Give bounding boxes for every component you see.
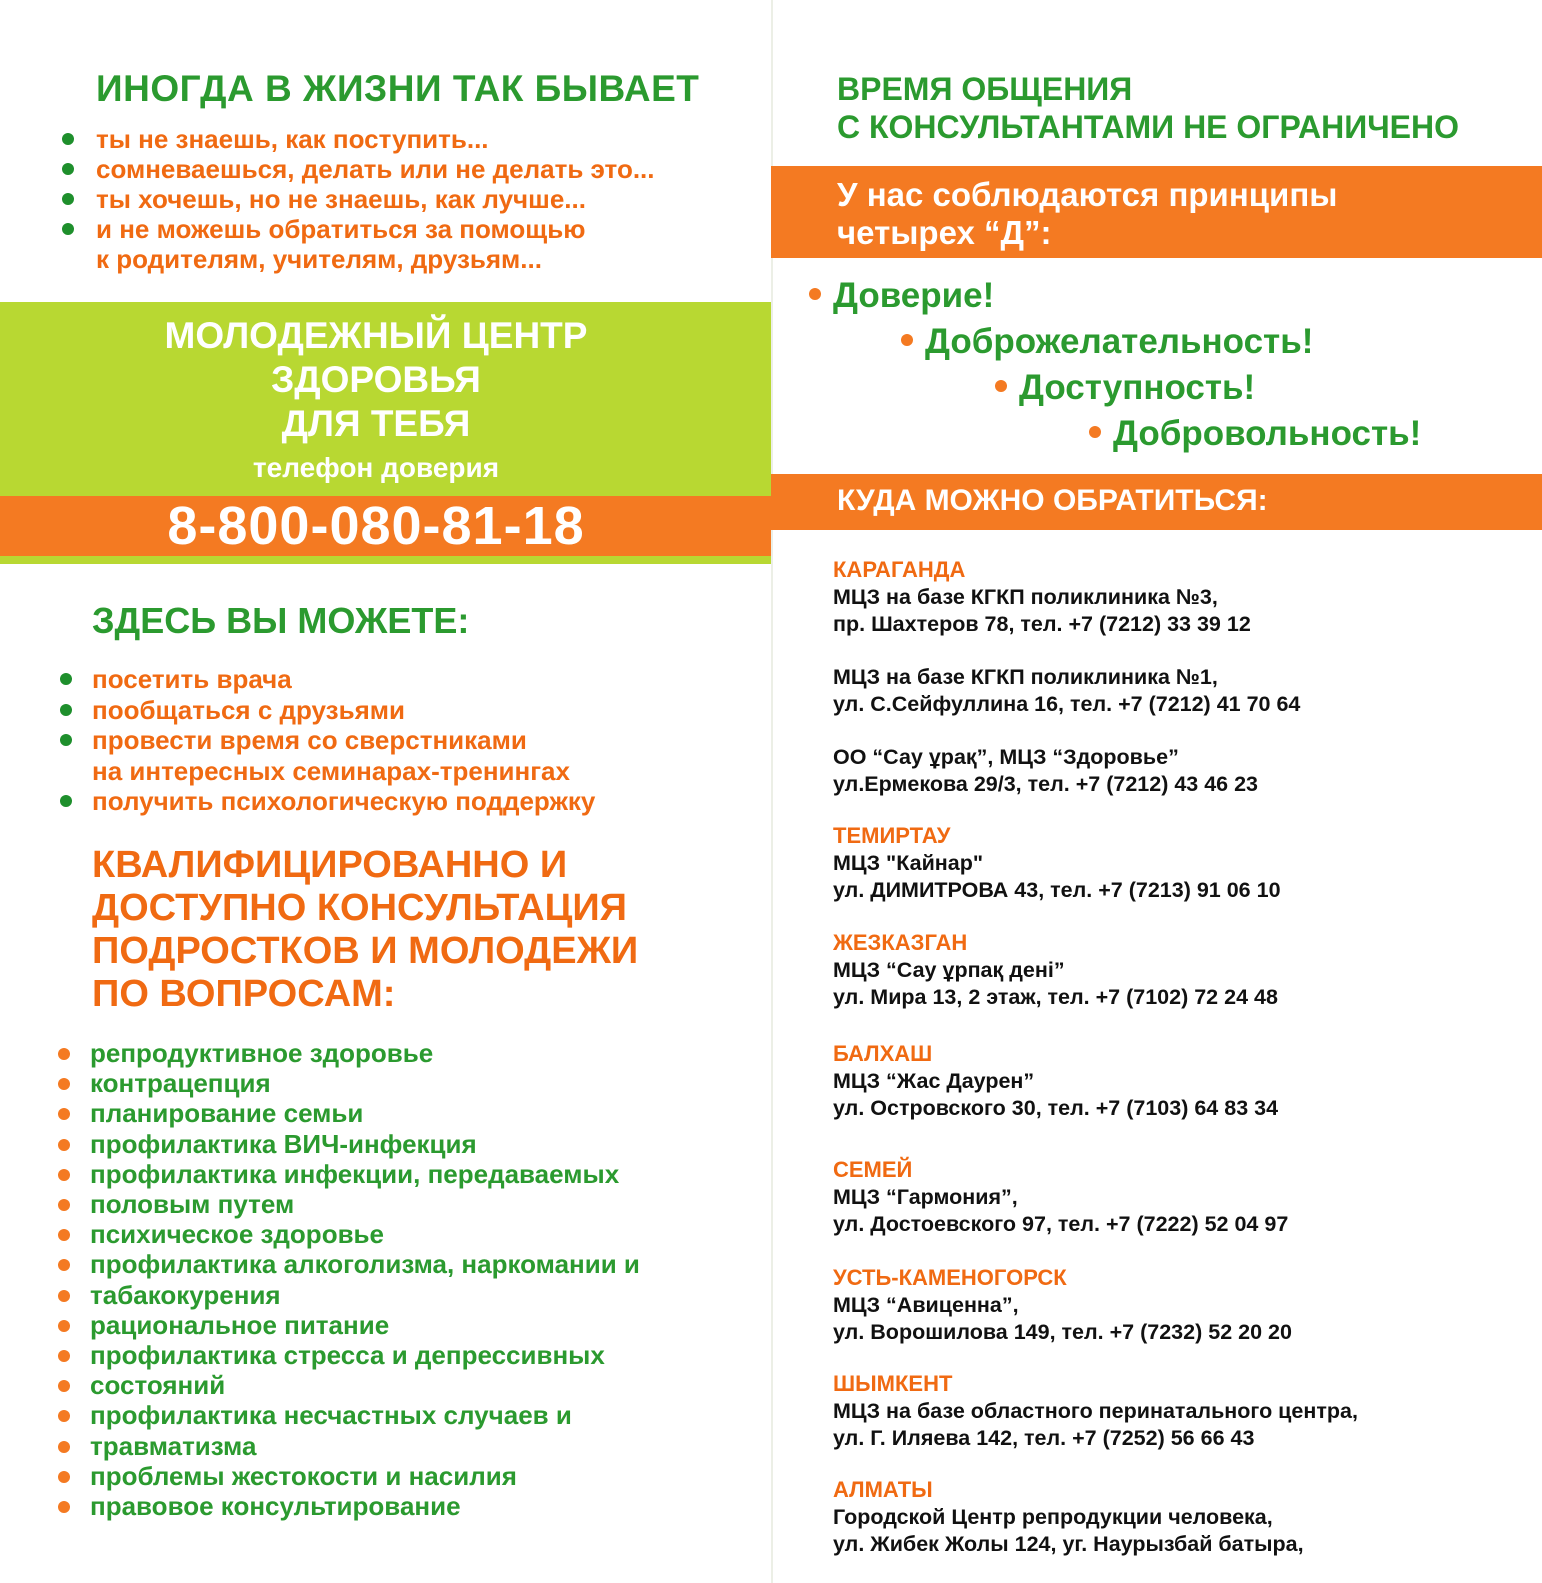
bullet-icon (58, 1320, 70, 1332)
bullet-icon (901, 334, 913, 346)
location-block (833, 929, 1533, 1011)
organization-name: МЦЗ “Авиценна”, (833, 1293, 1019, 1317)
topic-item: табакокурения (56, 1280, 766, 1310)
here-title: ЗДЕСЬ ВЫ МОЖЕТЕ: (92, 600, 470, 641)
topic-item: профилактика алкоголизма, наркомании и (56, 1249, 766, 1279)
location-block (833, 1476, 1533, 1558)
topic-item: психическое здоровье (56, 1219, 766, 1249)
topic-item: правовое консультирование (56, 1491, 766, 1521)
organization-name: МЦЗ на базе КГКП поликлиника №1, (833, 665, 1218, 689)
topics-list (56, 1038, 766, 1521)
address-line: пр. Шахтеров 78, тел. +7 (7212) 33 39 12 (833, 612, 1251, 636)
topic-item: профилактика несчастных случаев и (56, 1400, 766, 1430)
city-name: АЛМАТЫ (833, 1477, 933, 1502)
bullet-icon (60, 673, 72, 685)
bullet-icon (58, 1078, 70, 1090)
bullet-icon (58, 1441, 70, 1453)
list-item-continuation: к родителям, учителям, друзьям... (96, 244, 542, 274)
list-item: получить психологическую поддержку (58, 786, 758, 817)
list-item: ты хочешь, но не знаешь, как лучше... (60, 184, 760, 214)
address-line: ул. Г. Иляева 142, тел. +7 (7252) 56 66 43 (833, 1426, 1255, 1450)
location-block (833, 1040, 1533, 1122)
time-title: ВРЕМЯ ОБЩЕНИЯ С КОНСУЛЬТАНТАМИ НЕ ОГРАНИЧЕНО (837, 71, 1460, 145)
city-name: КАРАГАНДА (833, 557, 966, 582)
organization-name: МЦЗ “Сау ұрпақ дені” (833, 958, 1065, 982)
organization-name: Городской Центр репродукции человека, (833, 1505, 1273, 1529)
bullet-icon (58, 1139, 70, 1151)
organization-name: МЦЗ на базе КГКП поликлиника №3, (833, 585, 1218, 609)
principle-item: Доступность! (995, 368, 1255, 408)
address-entry (833, 957, 1533, 1011)
address-entry (833, 1504, 1533, 1558)
address-line: ул. Ворошилова 149, тел. +7 (7232) 52 20 20 (833, 1320, 1292, 1344)
right-panel (771, 0, 1542, 1583)
bullet-icon (60, 704, 72, 716)
hotline-label: телефон доверия (252, 452, 500, 483)
phone-bar (0, 496, 771, 556)
organization-name: МЦЗ “Гармония”, (833, 1185, 1018, 1209)
intro-title: ИНОГДА В ЖИЗНИ ТАК БЫВАЕТ (96, 68, 700, 109)
topic-item: репродуктивное здоровье (56, 1038, 766, 1068)
principle-item: Доверие! (809, 276, 994, 316)
center-banner (0, 302, 771, 564)
consult-title: КВАЛИФИЦИРОВАННО И ДОСТУПНО КОНСУЛЬТАЦИЯ ПОДРОСТКОВ И МОЛОДЕЖИ ПО ВОПРОСАМ: (92, 844, 639, 1015)
bullet-icon (62, 193, 74, 205)
city-name: ЖЕЗКАЗГАН (833, 930, 968, 955)
where-banner (771, 474, 1542, 530)
bullet-icon (809, 288, 821, 300)
topic-item: рациональное питание (56, 1310, 766, 1340)
bullet-icon (62, 133, 74, 145)
principle-item: Добровольность! (1089, 414, 1421, 454)
address-entry (833, 1398, 1533, 1452)
bullet-icon (58, 1259, 70, 1271)
city-name: ТЕМИРТАУ (833, 823, 951, 848)
topic-item: профилактика стресса и депрессивных (56, 1340, 766, 1370)
bullet-icon (62, 223, 74, 235)
bullet-icon (58, 1199, 70, 1211)
bullet-icon (58, 1048, 70, 1060)
address-entry (833, 1184, 1533, 1238)
location-block (833, 1156, 1533, 1238)
bullet-icon (58, 1501, 70, 1513)
city-name: БАЛХАШ (833, 1041, 933, 1066)
organization-name: МЦЗ “Жас Даурен” (833, 1069, 1035, 1093)
location-block (833, 1264, 1533, 1346)
topic-item: травматизма (56, 1431, 766, 1461)
bullet-icon (58, 1471, 70, 1483)
topic-item: контрацепция (56, 1068, 766, 1098)
address-entry (833, 664, 1533, 718)
city-name: СЕМЕЙ (833, 1157, 913, 1182)
here-list (58, 664, 758, 817)
address-line: ул. ДИМИТРОВА 43, тел. +7 (7213) 91 06 10 (833, 878, 1281, 902)
bullet-icon (58, 1169, 70, 1181)
bullet-icon (58, 1350, 70, 1362)
center-name: МОЛОДЕЖНЫЙ ЦЕНТР ЗДОРОВЬЯ ДЛЯ ТЕБЯ (164, 315, 588, 444)
address-line: ул. Достоевского 97, тел. +7 (7222) 52 04 97 (833, 1212, 1289, 1236)
topic-item: половым путем (56, 1189, 766, 1219)
intro-list (60, 124, 760, 274)
city-name: УСТЬ-КАМЕНОГОРСК (833, 1265, 1067, 1290)
location-block (833, 1370, 1533, 1452)
bullet-icon (58, 1229, 70, 1241)
bullet-icon (995, 380, 1007, 392)
bullet-icon (1089, 426, 1101, 438)
bullet-icon (62, 163, 74, 175)
principles-heading: У нас соблюдаются принципы четырех “Д”: (837, 176, 1338, 251)
organization-name: ОО “Сау ұрақ”, МЦЗ “Здоровье” (833, 745, 1179, 769)
list-item: пообщаться с друзьями (58, 695, 758, 726)
address-entry (833, 1068, 1533, 1122)
list-item: посетить врача (58, 664, 758, 695)
address-line: ул. Жибек Жолы 124, уг. Наурызбай батыра, (833, 1532, 1304, 1556)
topic-item: профилактика инфекции, передаваемых (56, 1159, 766, 1189)
address-entry (833, 584, 1533, 638)
topic-item: планирование семьи (56, 1098, 766, 1128)
principles-banner (771, 166, 1542, 258)
hotline-number: 8-800-080-81-18 (167, 496, 585, 556)
list-item: ты не знаешь, как поступить... (60, 124, 760, 154)
topic-item: состояний (56, 1370, 766, 1400)
address-entry (833, 850, 1533, 904)
topic-item: профилактика ВИЧ-инфекция (56, 1129, 766, 1159)
bullet-icon (58, 1108, 70, 1120)
address-entry (833, 744, 1533, 798)
bullet-icon (60, 734, 72, 746)
principle-item: Доброжелательность! (901, 322, 1313, 362)
bullet-icon (58, 1380, 70, 1392)
address-line: ул. Островского 30, тел. +7 (7103) 64 83 34 (833, 1096, 1279, 1120)
list-item: и не можешь обратиться за помощью (60, 214, 760, 244)
list-item-continuation: на интересных семинарах-тренингах (92, 755, 570, 786)
address-line: ул. С.Сейфуллина 16, тел. +7 (7212) 41 70 64 (833, 692, 1301, 716)
list-item: сомневаешься, делать или не делать это... (60, 154, 760, 184)
bullet-icon (58, 1290, 70, 1302)
bullet-icon (60, 795, 72, 807)
where-title: КУДА МОЖНО ОБРАТИТЬСЯ: (837, 484, 1268, 517)
location-block (833, 556, 1533, 798)
topic-item: проблемы жестокости и насилия (56, 1461, 766, 1491)
address-line: ул.Ермекова 29/3, тел. +7 (7212) 43 46 23 (833, 772, 1259, 796)
city-name: ШЫМКЕНТ (833, 1371, 953, 1396)
bullet-icon (58, 1410, 70, 1422)
address-entry (833, 1292, 1533, 1346)
address-line: ул. Мира 13, 2 этаж, тел. +7 (7102) 72 24 48 (833, 985, 1278, 1009)
organization-name: МЦЗ "Кайнар" (833, 851, 984, 875)
organization-name: МЦЗ на базе областного перинатального центра, (833, 1399, 1358, 1423)
location-block (833, 822, 1533, 904)
list-item: провести время со сверстниками (58, 725, 758, 756)
